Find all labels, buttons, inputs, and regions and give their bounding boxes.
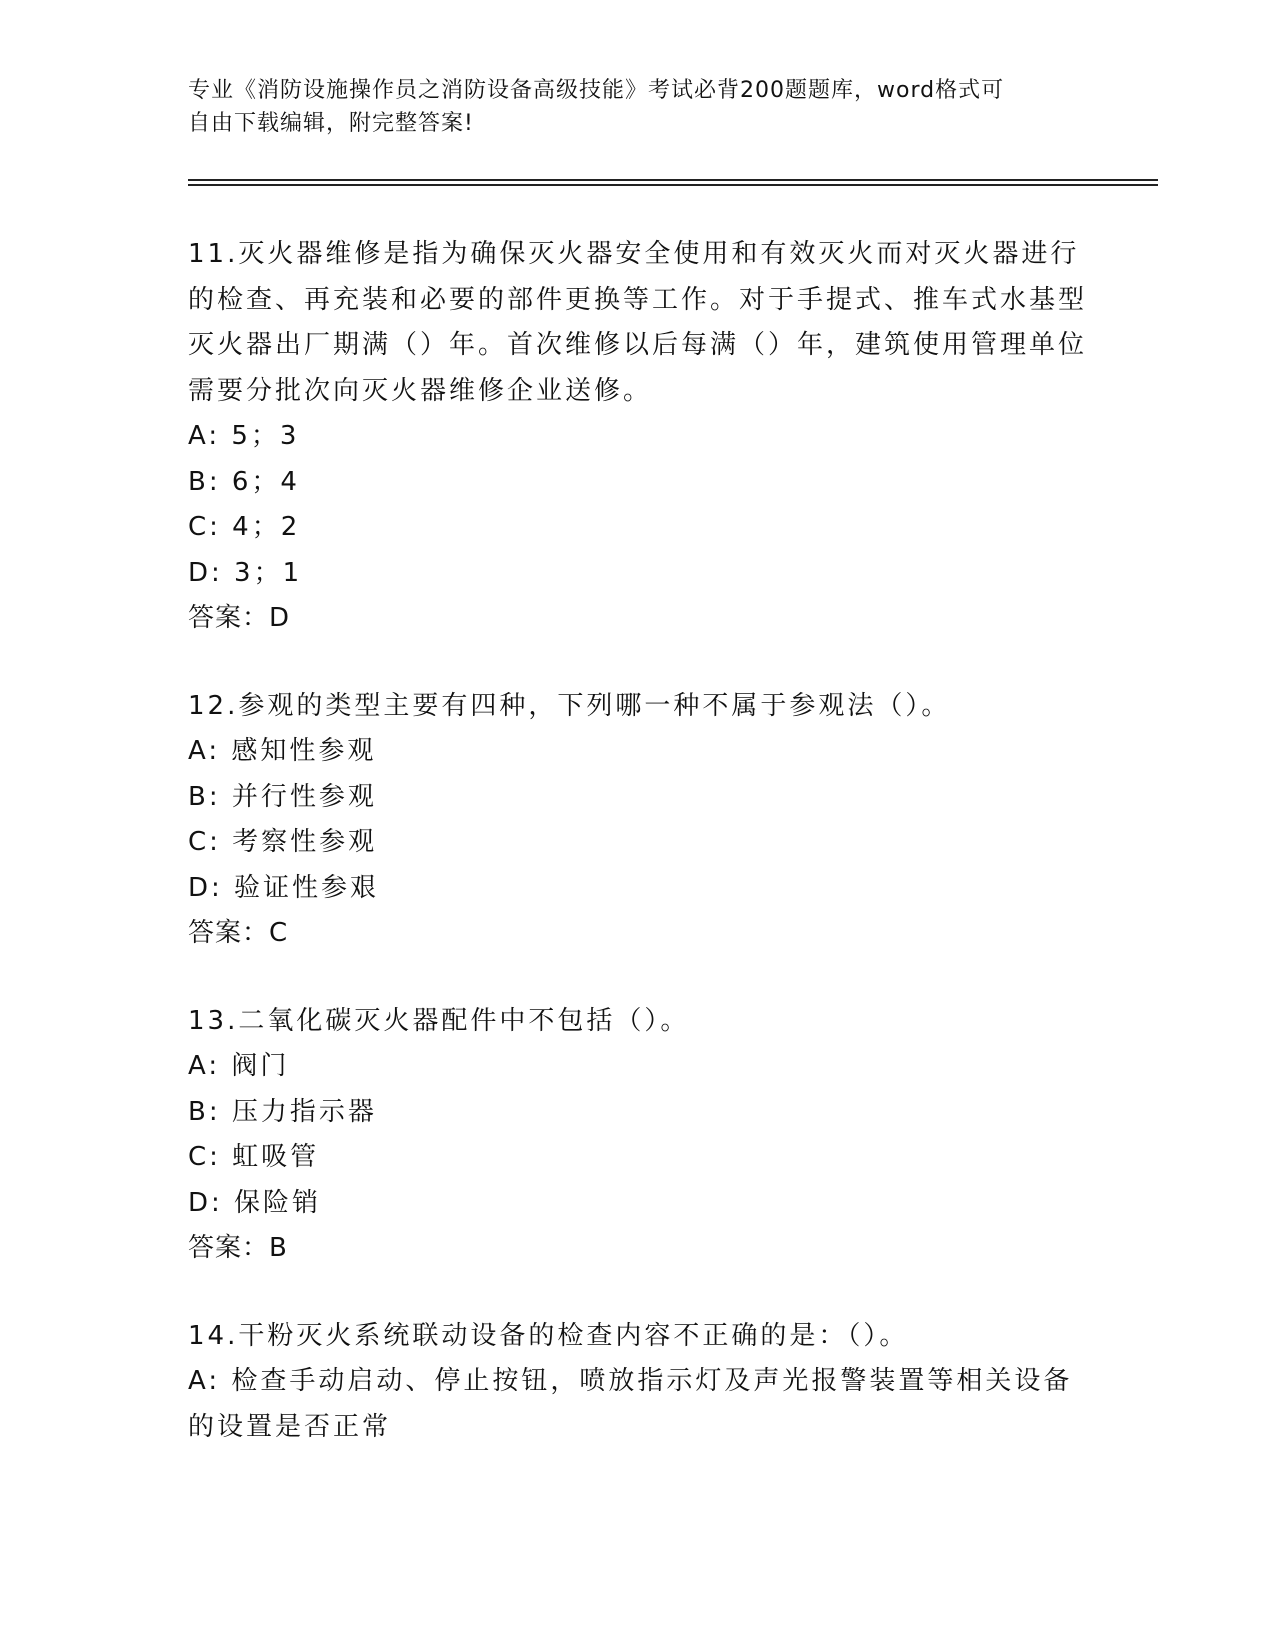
header-title-line-1: 专业《消防设施操作员之消防设备高级技能》考试必背200题题库，word格式可 [188, 78, 1005, 103]
answer-key: 答案：B [188, 1233, 288, 1263]
answer-key: 答案：C [188, 918, 289, 948]
option-d: D: 验证性参艰 [188, 872, 380, 903]
option-d: D: 保险销 [188, 1187, 322, 1218]
option-c: C: 考察性参观 [188, 827, 378, 857]
question-stem: 14.干粉灭火系统联动设备的检查内容不正确的是：（）。 [188, 1320, 909, 1351]
header-divider-bottom [188, 184, 1158, 186]
question-14 [188, 1314, 1088, 1451]
option-b: B: 并行性参观 [188, 781, 377, 812]
option-a: A: 5；3 [188, 421, 300, 451]
question-stem: 11.灭火器维修是指为确保灭火器安全使用和有效灭火而对灭火器进行的检查、再充装和必要的部件更换等工作。对于手提式、推车式水基型灭火器出厂期满（）年。首次维修以后每满（）年，建筑使用管理单位需要分批次向灭火器维修企业送修。 [188, 239, 1088, 406]
option-c: C: 4；2 [188, 512, 301, 542]
option-b: B: 压力指示器 [188, 1096, 377, 1127]
question-stem: 13.二氧化碳灭火器配件中不包括（）。 [188, 1005, 690, 1036]
question-13 [188, 999, 1088, 1272]
option-a: A: 检查手动启动、停止按钮，喷放指示灯及声光报警装置等相关设备的设置是否正常 [188, 1366, 1073, 1442]
option-a: A: 感知性参观 [188, 736, 377, 766]
question-11 [188, 232, 1088, 642]
option-d: D: 3；1 [188, 557, 303, 588]
answer-key: 答案：D [188, 603, 291, 633]
document-header [188, 74, 1068, 140]
option-c: C: 虹吸管 [188, 1142, 320, 1172]
header-title-line-2: 自由下载编辑，附完整答案! [188, 111, 474, 136]
option-b: B: 6；4 [188, 466, 300, 497]
header-divider-top [188, 179, 1158, 181]
option-a: A: 阀门 [188, 1051, 290, 1081]
question-12 [188, 684, 1088, 957]
question-list [188, 232, 1088, 1492]
question-stem: 12.参观的类型主要有四种，下列哪一种不属于参观法（）。 [188, 690, 951, 721]
